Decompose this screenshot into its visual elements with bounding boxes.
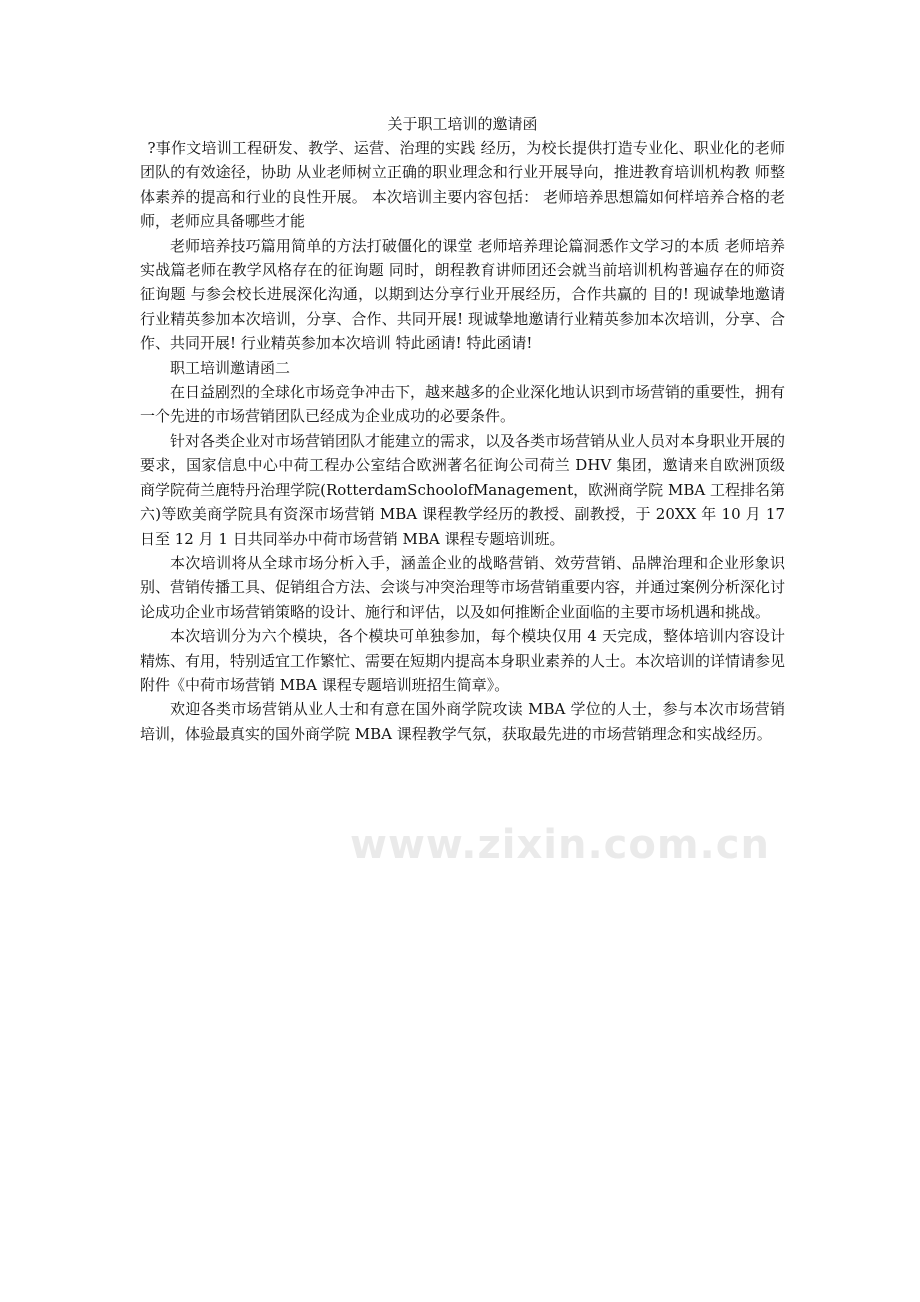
paragraph-teacher-training: 老师培养技巧篇用简单的方法打破僵化的课堂 老师培养理论篇洞悉作文学习的本质 老师培养实战篇老师在教学风格存在的征询题 同时，朗程教育讲师团还会就当前培训机构普遍存在的师资征询题 与参会校长进展深化沟通，以期到达分享行业开展经历，合作共赢的 目的! 现诚挚地邀请行业精英参加本次培训，分享、合作、共同开展! 现诚挚地邀请行业精英参加本次培训，分享、合作、共同开展! 行业精英参加本次培训 特此函请! 特此函请! [140, 236, 785, 353]
paragraph-market-competition: 在日益剧烈的全球化市场竞争冲击下，越来越多的企业深化地认识到市场营销的重要性，拥有一个先进的市场营销团队已经成为企业成功的必要条件。 [140, 383, 786, 426]
paragraph-training-content: 本次培训将从全球市场分析入手，涵盖企业的战略营销、效劳营销、品牌治理和企业形象识别、营销传播工具、促销组合方法、会谈与冲突治理等市场营销重要内容，并通过案例分析深化讨论成功企业市场营销策略的设计、施行和评估，以及如何推断企业面临的主要市场机遇和挑战。 [140, 553, 786, 621]
paragraph-modules: 本次培训分为六个模块，各个模块可单独参加，每个模块仅用 4 天完成，整体培训内容设计精炼、有用，特别适宜工作繁忙、需要在短期内提高本身职业素养的人士。本次培训的详情请参见附件《中荷市场营销 MBA 课程专题培训班招生简章》。 [140, 627, 786, 694]
document-page [140, 112, 785, 746]
document-title: 关于职工培训的邀请函 [387, 115, 538, 133]
section-heading-invitation-two: 职工培训邀请函二 [170, 358, 291, 377]
watermark-text: www.zixin.com.cn [350, 822, 770, 868]
paragraph-intro: ?事作文培训工程研发、教学、运营、治理的实践 经历，为校长提供打造专业化、职业化的老师团队的有效途径，协助 从业老师树立正确的职业理念和行业开展导向，推进教育培训机构教 师整体素养的提高和行业的良性开展。 本次培训主要内容包括： 老师培养思想篇如何样培养合格的老师，老师应具备哪些才能 [140, 139, 785, 231]
paragraph-program-organizers: 针对各类企业对市场营销团队才能建立的需求，以及各类市场营销从业人员对本身职业开展的要求，国家信息中心中荷工程办公室结合欧洲著名征询公司荷兰 DHV 集团，邀请来自欧洲顶级商学院荷兰鹿特丹治理学院(RotterdamSchoolofManagement，欧洲商学院 MBA 工程排名第六)等欧美商学院具有资深市场营销 MBA 课程教学经历的教授、副教授，于 20XX 年 10 月 17 日至 12 月 1 日共同举办中荷市场营销 MBA 课程专题培训班。 [140, 431, 786, 548]
paragraph-welcome: 欢迎各类市场营销从业人士和有意在国外商学院攻读 MBA 学位的人士，参与本次市场营销培训，体验最真实的国外商学院 MBA 课程教学气氛，获取最先进的市场营销理念和实战经历。 [140, 700, 785, 743]
